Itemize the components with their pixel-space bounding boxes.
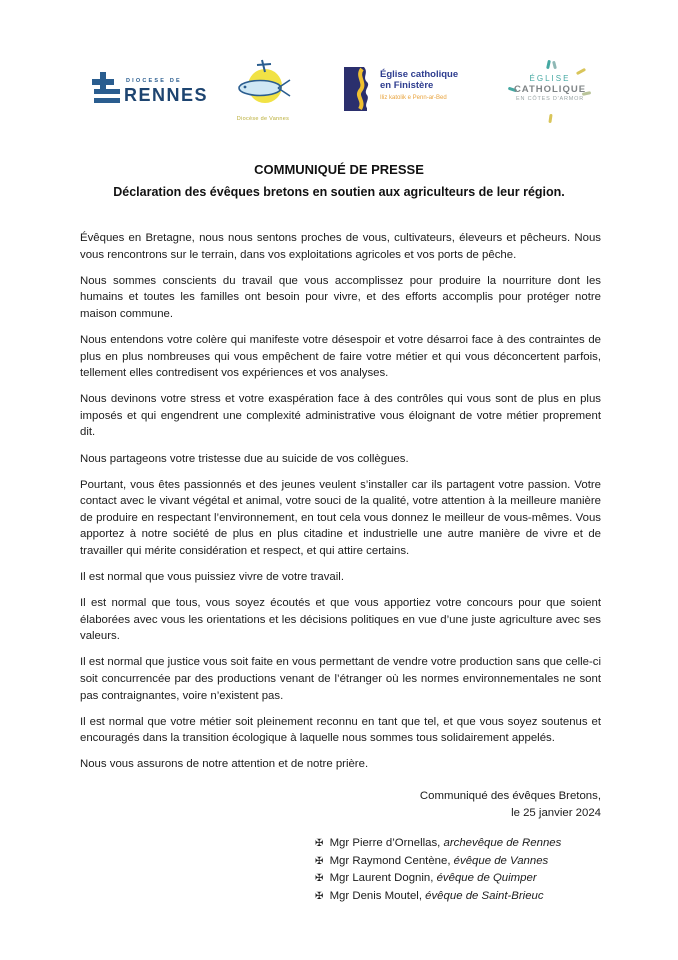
paragraph: Il est normal que justice vous soit faite en vous permettant de vendre votre production sans que celle-ci soit concurrencée par des productions venant de l’étranger où les normes environnementales ne sont pas contraignantes, voire n’existent pas. [80,656,601,702]
paragraph: Nous entendons votre colère qui manifeste votre désespoir et votre désarroi face à des contraintes de plus en plus nombreuses qui vous empêchent de faire votre métier et qui vous déconcertent parfois, tellement elles contredisent vos expériences et vos analyses. [80,333,601,380]
signature-line [315,888,601,906]
document-body [80,230,601,905]
signatory-title: évêque de Vannes [453,854,549,867]
closing-line1: Communiqué des évêques Bretons, [419,790,601,803]
finistere-line1: Église catholique [380,69,459,80]
logo-eglise-finistere [342,66,458,117]
paragraph: Nous sommes conscients du travail que vous accomplissez pour produire la nourriture dont les humains et toutes les familles ont besoin pour vivre, et des efforts accomplis pour protéger notre maison commune. [80,274,601,320]
cotes-darmor-line3: EN CÔTES D'ARMOR [516,95,584,102]
episcopal-cross-icon: ✠ [315,890,324,902]
signatory-title: évêque de Saint-Brieuc [425,889,544,902]
logo-diocese-vannes [232,58,294,122]
paragraph: Évêques en Bretagne, nous nous sentons proches de vous, cultivateurs, éleveurs et pêcheurs. Nous vous rencontrons sur le terrain, dans vos exploitations agricoles et vos ports de pêche. [80,232,601,261]
paragraph: Nous vous assurons de notre attention et de notre prière. [80,758,369,771]
paragraph: Il est normal que tous, vous soyez écoutés et que vous apportiez votre concours pour que soient élaborées avec vous les orientations et les décisions politiques en vue d’une juste agriculture avec ses valeurs. [80,597,601,643]
episcopal-cross-icon: ✠ [315,873,324,885]
paragraph: Nous devinons votre stress et votre exaspération face à des contrôles qui vous sont de plus en plus imposés et qui engendrent une complexité administrative vous éloignant de votre métier proprement dit. [80,393,601,439]
finistere-tagline: Iliz katolik e Penn-ar-Bed [380,94,447,101]
rennes-cross-icon [92,72,120,111]
episcopal-cross-icon: ✠ [315,855,324,867]
press-release-heading: COMMUNIQUÉ DE PRESSE [254,162,424,177]
signature-line [315,853,601,871]
leaf-decoration-icon [546,60,551,69]
finistere-line2: en Finistère [380,79,434,91]
vannes-caption: Diocèse de Vannes [236,116,290,122]
signatory-title: archevêque de Rennes [443,837,562,850]
paragraph: Nous partageons votre tristesse due au suicide de vos collègues. [80,452,409,465]
leaf-decoration-icon [548,114,552,123]
rennes-wordmark: RENNES [124,85,209,106]
logo-band [80,56,600,128]
closing-line2: le 25 janvier 2024 [511,807,601,820]
signatory-name: Mgr Pierre d’Ornellas, [329,837,441,850]
signature-line [315,870,601,888]
signature-line [315,835,601,853]
leaf-decoration-icon [552,61,557,69]
logo-diocese-rennes [92,72,208,111]
signatory-title: évêque de Quimper [436,872,537,885]
signatory-name: Mgr Laurent Dognin, [329,872,434,885]
closing-block [80,788,601,822]
paragraph: Pourtant, vous êtes passionnés et des jeunes veulent s’installer car ils partagent votre passion. Votre contact avec le vivant végétal et animal, votre souci de la qualité, votre attention à la meilleure manière de produire en respectant l’environnement, en tout cela vous donnez le meilleur de vous-mêmes. Vous apportez à notre société de plus en plus citadine et industrielle une autre manière de vivre et de travailler qui mérite considération et respect, et qui attire certains. [80,478,601,557]
signatory-name: Mgr Denis Moutel, [329,889,422,902]
paragraph: Il est normal que vous puissiez vivre de votre travail. [80,571,344,584]
signatory-name: Mgr Raymond Centène, [329,854,451,867]
cotes-darmor-line2: CATHOLIQUE [513,84,587,95]
title-block [0,160,678,203]
logo-eglise-cotes-darmor [500,58,600,126]
finistere-face-icon [342,66,374,117]
episcopal-cross-icon: ✠ [315,838,324,850]
rennes-diocese-label: DIOCESE DE [126,77,182,84]
vannes-fish-sun-icon [232,58,294,115]
press-release-subtitle: Déclaration des évêques bretons en soutien aux agriculteurs de leur région. [113,185,565,200]
paragraph: Il est normal que votre métier soit pleinement reconnu en tant que tel, et que vous soyez soutenus et encouragés dans la transition écologique à laquelle nous sommes tous solidairement appelés. [80,715,601,745]
signatures-block [315,835,601,905]
cotes-darmor-line1: ÉGLISE [529,74,571,83]
